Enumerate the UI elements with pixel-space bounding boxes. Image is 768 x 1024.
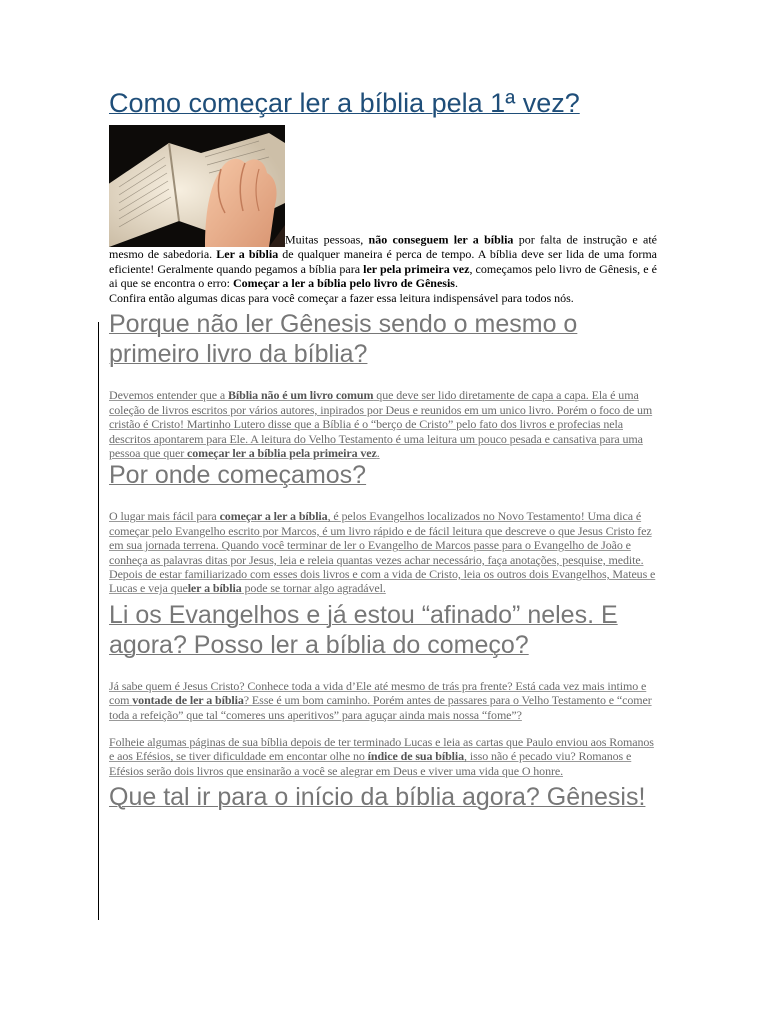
section-heading-genesis-now[interactable]: Que tal ir para o início da bíblia agora? Gênesis! (109, 783, 646, 812)
section-paragraph-appetizers[interactable]: Já sabe quem é Jesus Cristo? Conhece toda a vida d’Ele até mesmo de trás pra frente? Está cada vez mais intimo e com vontade de ler a bíblia? Esse é um bom caminho. Porém antes de passares para o Velho Testamento e “comer toda a refeição” que tal “comeres uns aperitivos” para aguçar ainda mais nossa “fome”? (109, 678, 652, 722)
section-paragraph-romans-ephesians[interactable]: Folheie algumas páginas de sua bíblia depois de ter terminado Lucas e leia as cartas que Paulo enviou aos Romanos e aos Efésios, se tiver dificuldade em encontar olhe no índice de sua bíblia, isso não é pecado viu? Romanos e Efésios serão dois livros que ensinarão a você se alegrar em Deus e viver uma vida que O honre. (109, 735, 654, 778)
intro-paragraph: Muitas pessoas, não conseguem ler a bíblia por falta de instrução e até mesmo de sabedoria. Ler a bíblia de qualquer maneira é perca de tempo. A bíblia deve ser lida de uma forma eficiente! Geralmente quando pegamos a bíblia para ler pela primeira vez, começamos pelo livro de Gênesis, e é ai que se encontra o erro: Começar a ler a bíblia pelo livro de Gênesis. (109, 125, 657, 291)
section-heading-why-not-genesis[interactable]: Porque não ler Gênesis sendo o mesmo o primeiro livro da bíblia? (109, 310, 578, 369)
article (109, 85, 657, 812)
intro (109, 125, 657, 305)
section-heading-read-from-beginning[interactable]: Li os Evangelhos e já estou “afinado” neles. E agora? Posso ler a bíblia do começo? (109, 600, 618, 659)
section-paragraph-where-start[interactable]: O lugar mais fácil para começar a ler a bíblia, é pelos Evangelhos localizados no Novo Testamento! Uma dica é começar pelo Evangelho escrito por Marcos, é um livro rápido e de fácil leitura que descreve o que Jesus Cristo fez em sua jornada terrena. Quando você terminar de ler o Evangelho de Marcos passe para o Evangelho de João e conheça as palavras ditas por Jesus, leia e releia quantas vezes achar necessário, faça anotações, pesquise, medite. Depois de estar familiarizado com esses dois livros e com a vida de Cristo, leia os outros dois Evangelhos, Mateus e Lucas e veja queler a bíblia pode se tornar algo agradável. (109, 509, 656, 596)
page-title[interactable]: Como começar ler a bíblia pela 1ª vez? (109, 88, 580, 118)
section-paragraph-why-not-genesis[interactable]: Devemos entender que a Bíblia não é um livro comum que deve ser lido diretamente de capa a capa. Ela é uma coleção de livros escritos por vários autores, inpirados por Deus e reunidos em um unico livro. Porém o foco de um cristão é Cristo! Martinho Lutero disse que a Bíblia é o “berço de Cristo” pelo fato dos livros e profecias nela descritos apontarem para Ele. A leitura do Velho Testamento é uma leitura um pouco pesada e cansativa para uma pessoa que quer começar ler a bíblia pela primeira vez. (109, 388, 653, 460)
left-margin-rule (98, 322, 99, 920)
section-heading-where-start[interactable]: Por onde começamos? (109, 461, 367, 490)
bible-hands-image (109, 125, 285, 247)
intro-cta: Confira então algumas dicas para você começar a fazer essa leitura indispensável para todos nós. (109, 290, 574, 305)
